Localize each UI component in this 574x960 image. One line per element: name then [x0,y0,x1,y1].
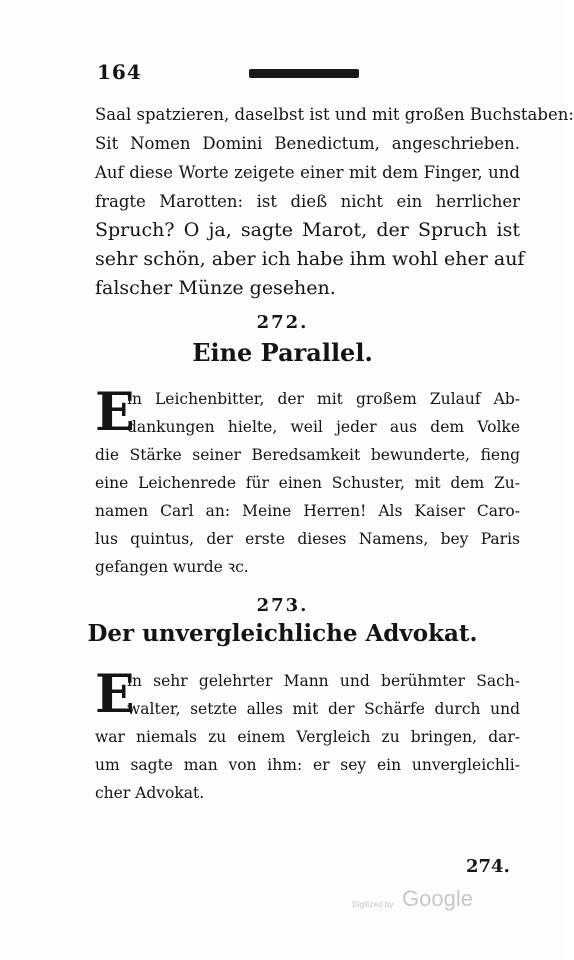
text-line: Sit Nomen Domini Benedictum, angeschrieben. [95,134,520,153]
text-line: war niemals zu einem Vergleich zu bringen, dar- [95,728,520,746]
text-line: die Stärke seiner Beredsamkeit bewunderte, fieng [95,446,520,464]
text-line: sehr schön, aber ich habe ihm wohl eher auf [95,248,525,270]
header-rule [249,69,359,78]
page-header [93,60,523,84]
watermark-prefix: Digitized by [352,900,394,909]
watermark-brand: Google [402,886,473,911]
text-line: Saal spatzieren, daselbst ist und mit großen Buchstaben: [95,105,574,124]
text-line: fragte Marotten: ist dieß nicht ein herrlicher [95,192,520,211]
text-line: gefangen wurde ꝛc. [95,558,249,576]
text-line: walter, setzte alles mit der Schärfe durch und [127,700,520,718]
text-line: dankungen hielte, weil jeder aus dem Volke [127,418,520,436]
section-title: Der unvergleichliche Advokat. [87,620,478,647]
text-line: Spruch? O ja, sagte Marot, der Spruch ist [95,219,520,241]
text-line: namen Carl an: Meine Herren! Als Kaiser Caro- [95,502,520,520]
section-paragraph [95,664,520,807]
text-line: in Leichenbitter, der mit großem Zulauf Ab- [127,390,520,408]
text-line: Auf diese Worte zeigete einer mit dem Finger, und [95,163,520,182]
google-watermark [352,886,482,918]
section-number: 272. [256,312,309,333]
section-number: 273. [256,595,309,616]
text-line: lus quintus, der erste dieses Namens, bey Paris [95,530,520,548]
text-line: falscher Münze gesehen. [95,277,336,299]
intro-paragraph [95,100,574,303]
drop-cap: E [95,664,135,725]
section-title: Eine Parallel. [192,338,373,367]
drop-cap: E [95,382,135,443]
text-line: eine Leichenrede für einen Schuster, mit dem Zu- [95,474,520,492]
page-number: 164 [97,60,142,84]
text-line: cher Advokat. [95,784,205,802]
text-line: in sehr gelehrter Mann und berühmter Sach- [127,672,520,690]
text-line: um sagte man von ihm: er sey ein unvergleichli- [95,756,520,774]
section-paragraph [95,382,520,581]
catchword: 274. [466,856,510,877]
